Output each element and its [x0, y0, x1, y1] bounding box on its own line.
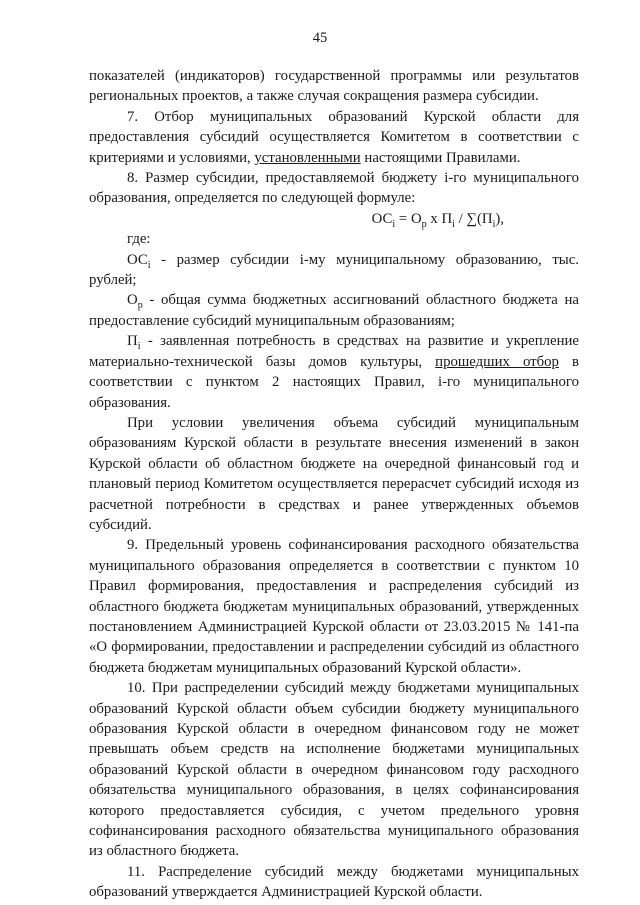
where-label: где:	[127, 231, 151, 248]
paragraph-continuation: показателей (индикаторов) государственной программы или результатов региональных проектов, а также случая сокращения размера субсидии.	[89, 68, 579, 105]
formula-eq: = О	[395, 210, 422, 227]
paragraph-7	[89, 107, 579, 168]
formula-lhs-sub: i	[392, 218, 396, 230]
definition-os-sub: i	[147, 259, 151, 271]
definition-os-text: - размер субсидии i-му муниципальному образованию, тыс. рублей;	[89, 251, 579, 289]
paragraph-9: 9. Предельный уровень софинансирования расходного обязательства муниципального образования определяется в соответствии с пунктом 10 Правил формирования, предоставления и распределения субсидий из областного бюджета бюджетам муниципальных образований, утвержденных постановлением Администрацией Курской области от 23.03.2015 № 141-па «О формировании, предоставлении и распределении субсидий из областного бюджета бюджетам муниципальных образований Курской области».	[89, 537, 579, 676]
formula-times: х П	[426, 210, 453, 227]
page-number: 45	[312, 30, 328, 46]
paragraph-7-text-c: настоящими Правилами.	[360, 149, 521, 166]
formula-div: / ∑(П	[454, 210, 493, 227]
formula-end: ),	[495, 210, 504, 227]
paragraph-8: 8. Размер субсидии, предоставляемой бюджету i-го муниципального образования, определяется по следующей формуле:	[89, 170, 579, 207]
definition-o-text: - общая сумма бюджетных ассигнований областного бюджета на предоставление субсидий муниципальным образованиям;	[89, 292, 579, 329]
definition-p-underlined: прошедших отбор	[435, 353, 559, 370]
definition-p-text-a: - заявленная потребность в средствах на развитие и укрепление материально-технической базы домов культуры,	[89, 333, 579, 370]
paragraph-increase: При условии увеличения объема субсидий муниципальным образованиям Курской области в результате внесения изменений в закон Курской области об областном бюджете на очередной финансовый год и плановый период Комитетом осуществляется перерасчет субсидий исходя из расчетной потребности в средствах и ранее утвержденных объемов субсидий.	[89, 414, 579, 533]
definition-p-sub: i	[137, 341, 141, 353]
definition-p	[89, 331, 579, 413]
formula-p-sub: i	[452, 218, 455, 230]
formula	[89, 209, 579, 229]
paragraph-7-underlined: установленными	[254, 149, 361, 166]
definition-os	[89, 250, 579, 291]
formula-sum-sub: i	[492, 218, 496, 230]
definition-p-text-c: в соответствии с пунктом 2 настоящих Правил, i-го муниципального образования.	[89, 353, 579, 411]
definition-o	[89, 290, 579, 331]
formula-lhs: ОС	[371, 210, 393, 227]
formula-o-sub: р	[421, 218, 427, 230]
paragraph-10: 10. При распределении субсидий между бюджетами муниципальных образований Курской области объем субсидии бюджету муниципального образования Курской области в очередном финансовом году не может превышать объем средств на исполнение бюджетами муниципальных образований Курской области в очередном финансовом году расходного обязательства муниципального образования, в целях софинансирования которого предоставляется субсидия, с учетом предельного уровня софинансирования расходного обязательства муниципального образования из областного бюджета.	[89, 680, 579, 860]
definition-o-symbol: О	[127, 292, 138, 309]
paragraph-11: 11. Распределение субсидий между бюджетами муниципальных образований утверждается Администрацией Курской области.	[89, 863, 579, 901]
document-body	[89, 66, 579, 903]
definition-p-symbol: П	[127, 333, 138, 350]
paragraph-7-text-a: 7. Отбор муниципальных образований Курской области для предоставления субсидий осуществляется Комитетом в соответствии с критериями и условиями,	[89, 108, 579, 166]
definition-os-symbol: ОС	[127, 251, 148, 268]
definition-o-sub: р	[137, 300, 143, 312]
